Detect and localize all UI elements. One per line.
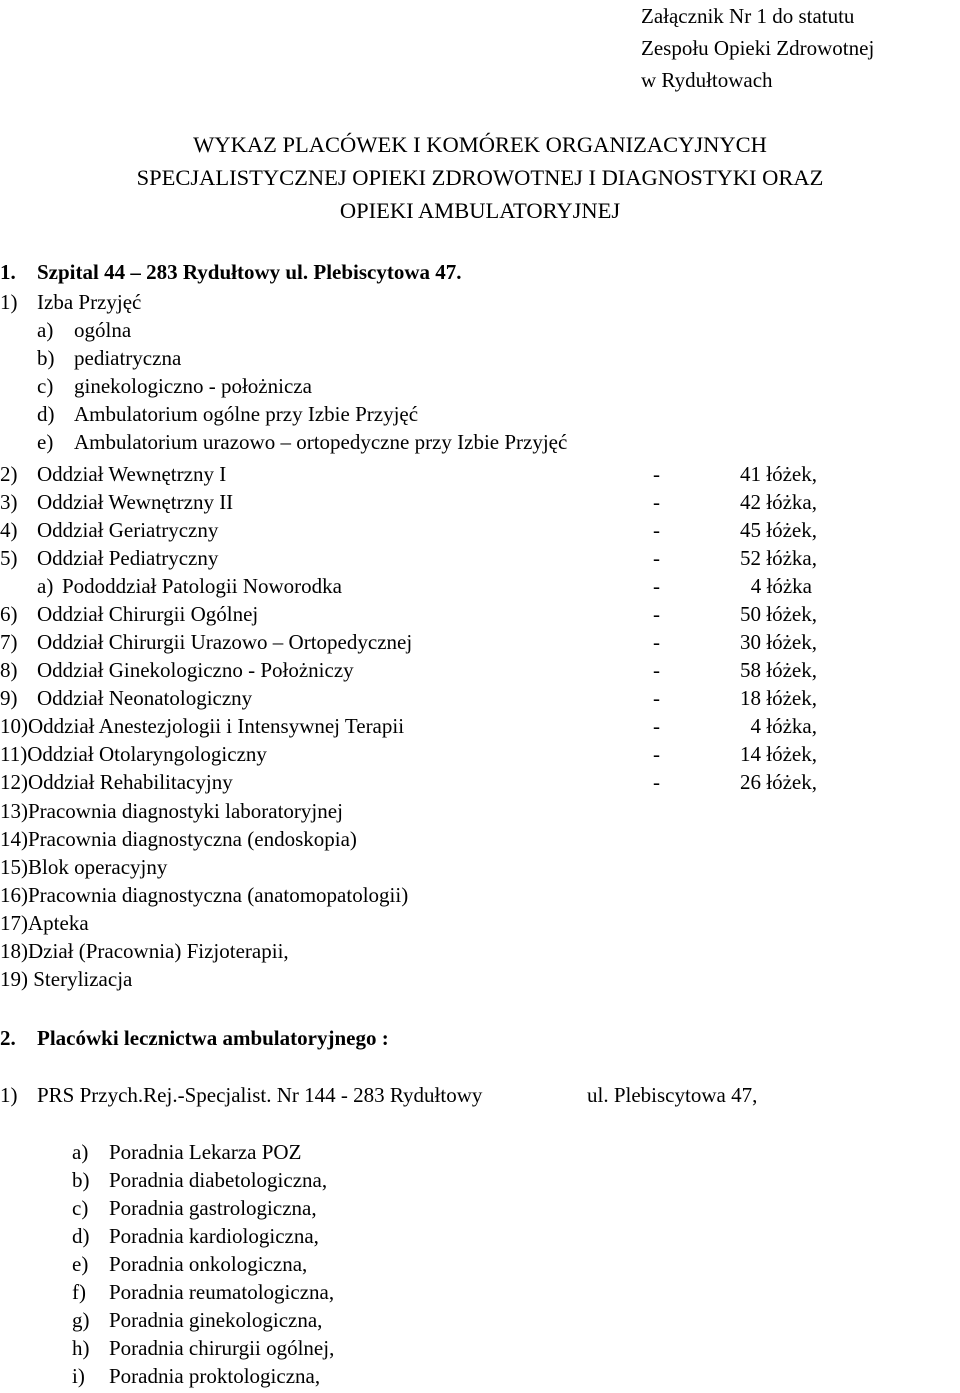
title-line: SPECJALISTYCZNEJ OPIEKI ZDROWOTNEJ I DIAGNOSTYKI ORAZ — [136, 165, 824, 190]
clinic-item — [72, 1362, 320, 1390]
ward-dash: - — [653, 742, 660, 766]
list-item-izba — [0, 288, 141, 316]
ward-row — [0, 516, 960, 544]
list-item — [37, 400, 418, 428]
item-label: Ambulatorium ogólne przy Izbie Przyjęć — [74, 402, 419, 426]
ward-number: a) — [37, 574, 54, 598]
ward-row — [0, 600, 960, 628]
item-label: Poradnia onkologiczna, — [109, 1252, 308, 1276]
ward-beds: 30 łóżek, — [740, 630, 817, 654]
ward-row — [0, 460, 960, 488]
item-label: pediatryczna — [74, 346, 182, 370]
ward-dash: - — [653, 602, 660, 626]
ward-dash: - — [653, 770, 660, 794]
section-1-heading — [0, 258, 462, 286]
ward-name: Oddział Rehabilitacyjny — [28, 770, 233, 794]
prs-name: PRS Przych.Rej.-Specjalist. Nr 144 - 283 Rydułtowy — [37, 1083, 483, 1107]
item-number: d) — [72, 1224, 90, 1248]
unit-item: 19) Sterylizacja — [0, 967, 133, 991]
ward-beds: 58 łóżek, — [740, 658, 817, 682]
unit-item: 16)Pracownia diagnostyczna (anatomopatologii) — [0, 883, 409, 907]
ward-beds: 42 łóżka, — [740, 490, 817, 514]
annex-header — [641, 0, 874, 96]
ward-number: 2) — [0, 462, 18, 486]
ward-beds: 52 łóżka, — [740, 546, 817, 570]
document-title — [0, 128, 960, 227]
ward-name: Pododdział Patologii Noworodka — [62, 574, 342, 598]
list-item — [37, 428, 567, 456]
prs-address: ul. Plebiscytowa 47, — [587, 1083, 758, 1107]
item-number: c) — [37, 374, 54, 398]
ward-number: 12) — [0, 770, 28, 794]
ward-row-sub — [0, 572, 960, 600]
unit-item: 17)Apteka — [0, 911, 89, 935]
ward-row — [0, 712, 960, 740]
clinic-item — [72, 1278, 334, 1306]
item-number: a) — [72, 1140, 89, 1164]
section-title: Szpital 44 – 283 Rydułtowy ul. Plebiscytowa 47. — [37, 260, 462, 284]
item-label: Poradnia chirurgii ogólnej, — [109, 1336, 335, 1360]
ward-number: 9) — [0, 686, 18, 710]
ward-row — [0, 488, 960, 516]
item-label: Poradnia reumatologiczna, — [109, 1280, 335, 1304]
item-number: f) — [72, 1280, 86, 1304]
unit-item: 15)Blok operacyjny — [0, 855, 168, 879]
annex-line: Zespołu Opieki Zdrowotnej — [641, 36, 875, 60]
item-label: Poradnia Lekarza POZ — [109, 1140, 302, 1164]
clinic-item — [72, 1222, 319, 1250]
section-2-heading — [0, 1024, 389, 1052]
ward-name: Oddział Geriatryczny — [37, 518, 219, 542]
ward-dash: - — [653, 462, 660, 486]
title-line: WYKAZ PLACÓWEK I KOMÓREK ORGANIZACYJNYCH — [193, 132, 767, 157]
ward-beds: 4 łóżka — [750, 574, 812, 598]
item-number: i) — [72, 1364, 85, 1388]
ward-number: 4) — [0, 518, 18, 542]
ward-row — [0, 544, 960, 572]
item-number: d) — [37, 402, 55, 426]
ward-number: 3) — [0, 490, 18, 514]
item-number: b) — [72, 1168, 90, 1192]
item-number: e) — [37, 430, 54, 454]
list-item — [37, 344, 181, 372]
item-label: Poradnia kardiologiczna, — [109, 1224, 319, 1248]
list-item — [37, 316, 131, 344]
section-number: 1. — [0, 260, 16, 284]
ward-row — [0, 656, 960, 684]
ward-dash: - — [653, 714, 660, 738]
item-label: Poradnia diabetologiczna, — [109, 1168, 328, 1192]
ward-name: Oddział Ginekologiczno - Położniczy — [37, 658, 354, 682]
ward-number: 7) — [0, 630, 18, 654]
item-label: Izba Przyjęć — [37, 290, 142, 314]
unit-item: 13)Pracownia diagnostyki laboratoryjnej — [0, 799, 343, 823]
item-number: h) — [72, 1336, 90, 1360]
item-label: Poradnia gastrologiczna, — [109, 1196, 317, 1220]
ward-name: Oddział Otolaryngologiczny — [27, 742, 267, 766]
list-item — [37, 372, 312, 400]
item-label: Poradnia proktologiczna, — [109, 1364, 321, 1388]
ward-row — [0, 768, 960, 796]
ward-beds: 45 łóżek, — [740, 518, 817, 542]
clinic-item — [72, 1166, 327, 1194]
unit-item: 18)Dział (Pracownia) Fizjoterapii, — [0, 939, 289, 963]
annex-line: w Rydułtowach — [641, 68, 773, 92]
item-label: ginekologiczno - położnicza — [74, 374, 312, 398]
clinic-item — [72, 1306, 322, 1334]
ward-row — [0, 628, 960, 656]
ward-beds: 26 łóżek, — [740, 770, 817, 794]
item-label: Ambulatorium urazowo – ortopedyczne przy Izbie Przyjęć — [74, 430, 568, 454]
item-number: c) — [72, 1196, 89, 1220]
ward-name: Oddział Wewnętrzny I — [37, 462, 227, 486]
ward-beds: 4 łóżka, — [750, 714, 817, 738]
ward-beds: 41 łóżek, — [740, 462, 817, 486]
item-number: 1) — [0, 1083, 18, 1107]
ward-beds: 14 łóżek, — [740, 742, 817, 766]
prs-line — [0, 1081, 960, 1109]
annex-line: Załącznik Nr 1 do statutu — [641, 4, 855, 28]
clinic-item — [72, 1138, 301, 1166]
ward-number: 6) — [0, 602, 18, 626]
ward-row — [0, 740, 960, 768]
section-title: Placówki lecznictwa ambulatoryjnego : — [37, 1026, 389, 1050]
ward-row — [0, 684, 960, 712]
ward-name: Oddział Pediatryczny — [37, 546, 219, 570]
ward-number: 5) — [0, 546, 18, 570]
ward-name: Oddział Anestezjologii i Intensywnej Terapii — [28, 714, 405, 738]
ward-dash: - — [653, 630, 660, 654]
ward-beds: 18 łóżek, — [740, 686, 817, 710]
ward-dash: - — [653, 546, 660, 570]
ward-dash: - — [653, 518, 660, 542]
item-number: g) — [72, 1308, 90, 1332]
ward-number: 11) — [0, 742, 28, 766]
ward-number: 8) — [0, 658, 18, 682]
clinic-item — [72, 1250, 307, 1278]
ward-dash: - — [653, 574, 660, 598]
item-number: a) — [37, 318, 54, 342]
ward-dash: - — [653, 658, 660, 682]
clinic-item — [72, 1194, 317, 1222]
clinic-item — [72, 1334, 334, 1362]
ward-dash: - — [653, 686, 660, 710]
item-number: e) — [72, 1252, 89, 1276]
item-number: b) — [37, 346, 55, 370]
title-line: OPIEKI AMBULATORYJNEJ — [339, 198, 621, 223]
item-number: 1) — [0, 290, 18, 314]
ward-name: Oddział Chirurgii Ogólnej — [37, 602, 259, 626]
section-number: 2. — [0, 1026, 16, 1050]
ward-name: Oddział Neonatologiczny — [37, 686, 253, 710]
ward-dash: - — [653, 490, 660, 514]
item-label: ogólna — [74, 318, 132, 342]
ward-number: 10) — [0, 714, 28, 738]
unit-item: 14)Pracownia diagnostyczna (endoskopia) — [0, 827, 357, 851]
ward-beds: 50 łóżek, — [740, 602, 817, 626]
ward-name: Oddział Wewnętrzny II — [37, 490, 234, 514]
item-label: Poradnia ginekologiczna, — [109, 1308, 323, 1332]
ward-name: Oddział Chirurgii Urazowo – Ortopedycznej — [37, 630, 413, 654]
